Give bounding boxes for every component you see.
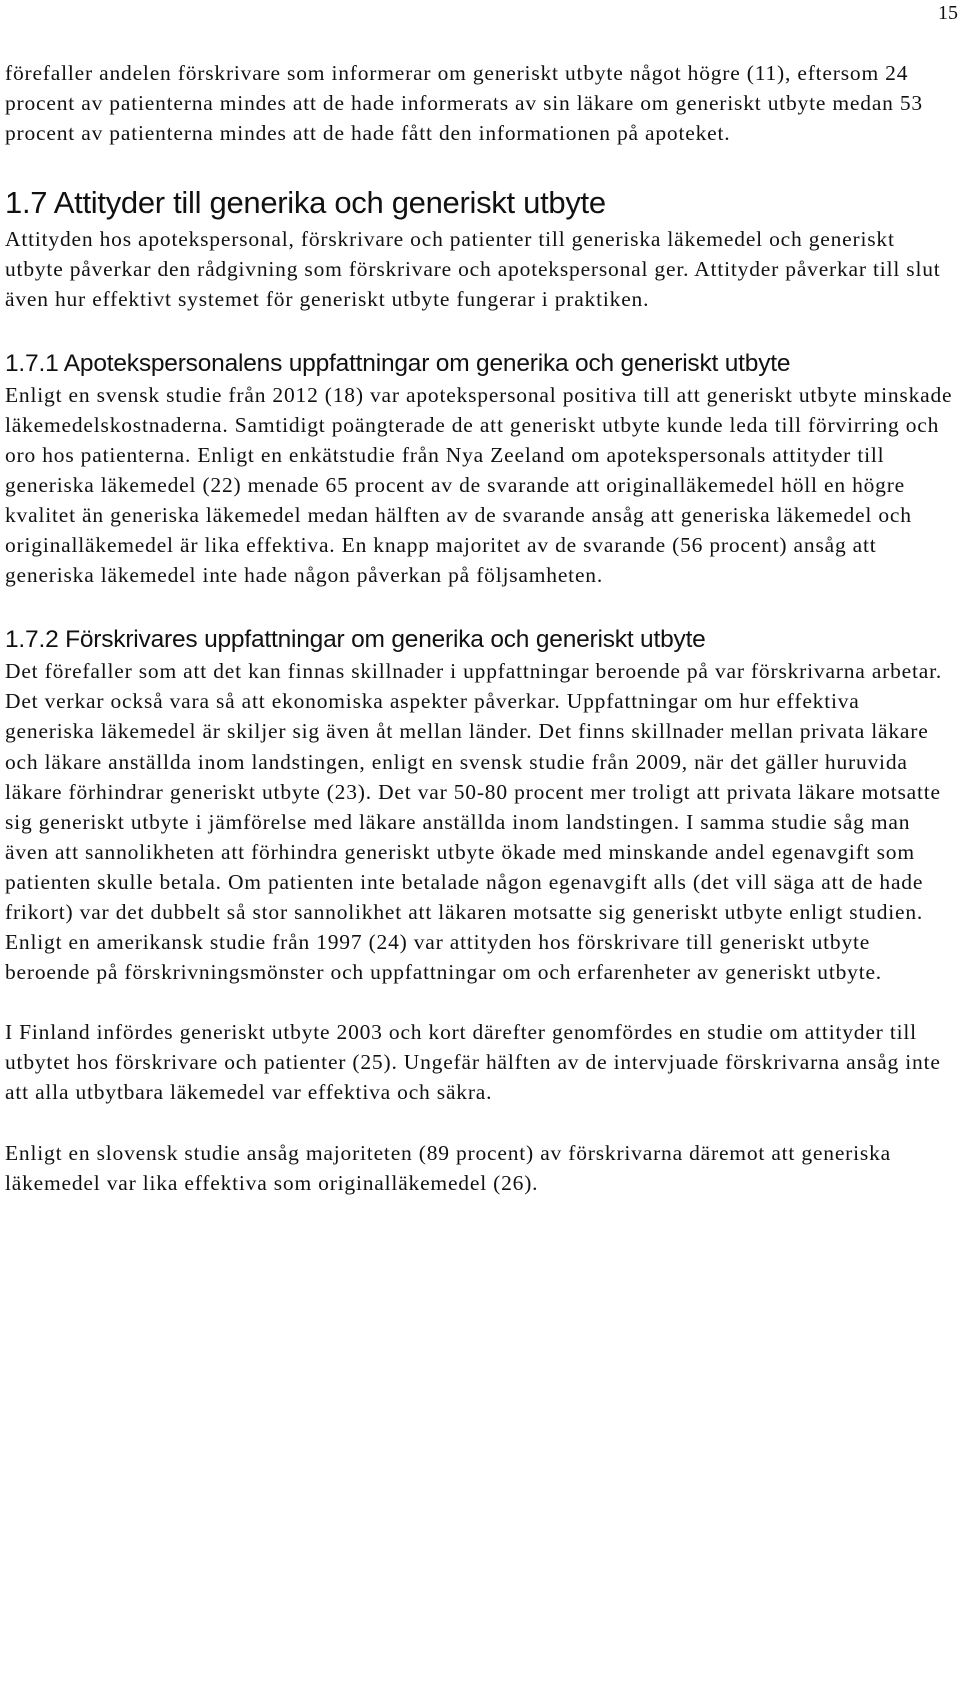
paragraph-slovenia: Enligt en slovensk studie ansåg majoriteten (89 procent) av förskrivarna däremot att generiska läkemedel var lika effektiva som originalläkemedel (26). xyxy=(5,1140,891,1195)
paragraph-finland: I Finland infördes generiskt utbyte 2003 och kort därefter genomfördes en studie om attityder till utbytet hos förskrivare och patienter (25). Ungefär hälften av de intervjuade förskrivarna ansåg inte att alla utbytbara läkemedel var effektiva och säkra. xyxy=(5,1020,941,1105)
paragraph-prescribers: Det förefaller som att det kan finnas skillnader i uppfattningar beroende på var förskrivarna arbetar. Det verkar också vara så att ekonomiska aspekter påverkar. Uppfattningar om hur effektiva generiska läkemedel är skiljer sig även åt mellan länder. Det finns skillnader mellan privata läkare och läkare anställda inom landstingen, enligt en svensk studie från 2009, när det gäller huruvida läkare förhindrar generiskt utbyte (23). Det var 50-80 procent mer troligt att privata läkare motsatte sig generiskt utbyte i jämförelse med läkare anställda inom landstingen. I samma studie såg man även att sannolikheten att förhindra generiskt utbyte ökade med minskande andel egenavgift som patienten skulle betala. Om patienten inte betalade någon egenavgift alls (det vill säga att de hade frikort) var det dubbelt så stor sannolikhet att läkaren motsatte sig generiskt utbyte enligt studien. Enligt en amerikansk studie från 1997 (24) var attityden hos förskrivare till generiskt utbyte beroende på förskrivningsmönster och uppfattningar om och erfarenheter av generiskt utbyte. xyxy=(5,659,943,985)
page-number: 15 xyxy=(938,2,958,24)
paragraph-pharmacy-staff: Enligt en svensk studie från 2012 (18) var apotekspersonal positiva till att generiskt utbyte minskade läkemedelskostnaderna. Samtidigt poängterade de att generiskt utbyte kunde leda till förvirring och oro hos patienterna. Enligt en enkätstudie från Nya Zeeland om apotekspersonals attityder till generiska läkemedel (22) menade 65 procent av de svarande att originalläkemedel höll en högre kvalitet än generiska läkemedel medan hälften av de svarande ansåg att generiska läkemedel och originalläkemedel är lika effektiva. En knapp majoritet av de svarande (56 procent) ansåg att generiska läkemedel inte hade någon påverkan på följsamheten. xyxy=(5,382,953,588)
section-heading-1-7: 1.7 Attityder till generika och generiskt utbyte xyxy=(5,185,606,221)
paragraph-attitudes: Attityden hos apotekspersonal, förskrivare och patienter till generiska läkemedel och generiskt utbyte påverkar den rådgivning som förskrivare och apotekspersonal ger. Attityder påverkar till slut även hur effektivt systemet för generiskt utbyte fungerar i praktiken. xyxy=(5,227,941,312)
document-body xyxy=(5,58,955,1198)
paragraph-intro: förefaller andelen förskrivare som informerar om generiskt utbyte något högre (11), eftersom 24 procent av patienterna mindes att de hade informerats av sin läkare om generiskt utbyte medan 53 procent av patienterna mindes att de hade fått den informationen på apoteket. xyxy=(5,61,923,146)
subsection-heading-1-7-2: 1.7.2 Förskrivares uppfattningar om generika och generiskt utbyte xyxy=(5,626,706,654)
subsection-heading-1-7-1: 1.7.1 Apotekspersonalens uppfattningar om generika och generiskt utbyte xyxy=(5,349,791,377)
